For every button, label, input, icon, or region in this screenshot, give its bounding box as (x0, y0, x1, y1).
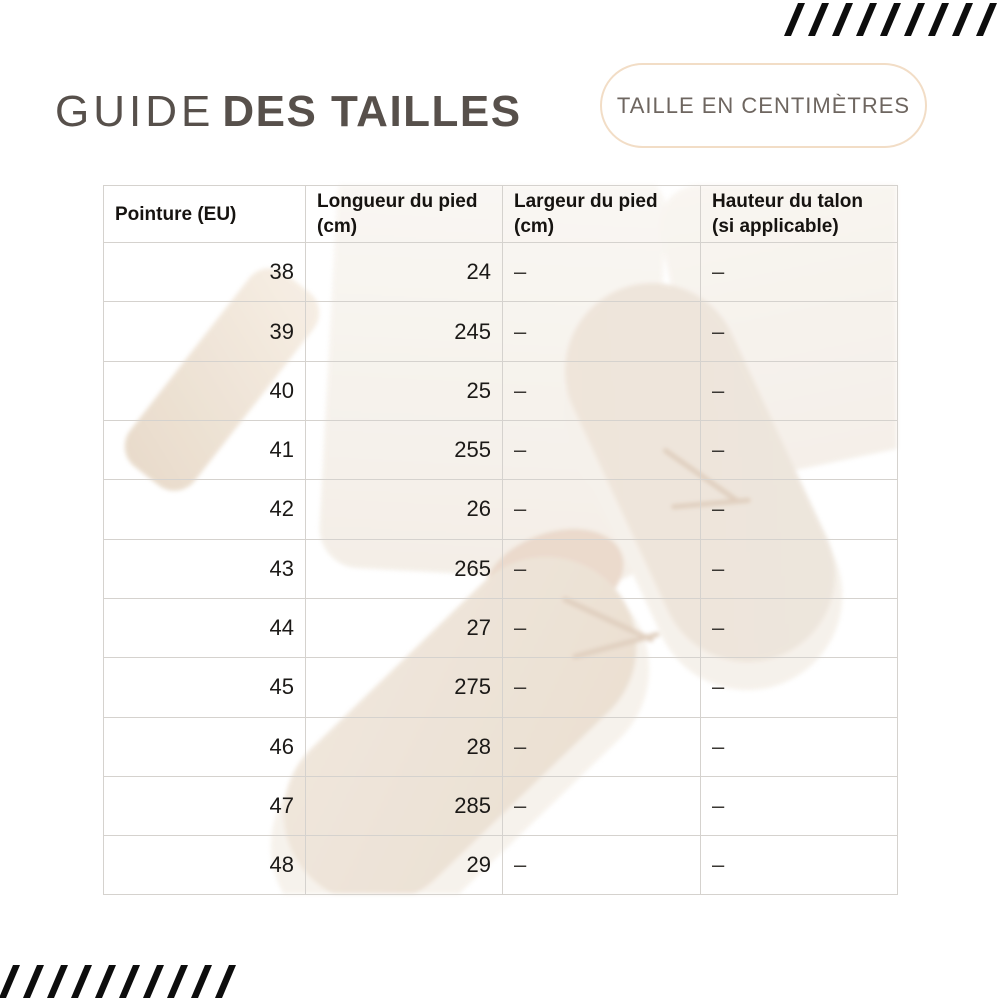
cell-longueur: 265 (306, 539, 503, 598)
size-table (103, 185, 898, 895)
cell-pointure: 40 (104, 361, 306, 420)
table-row (104, 361, 898, 420)
cell-hauteur: – (701, 776, 898, 835)
cell-pointure: 38 (104, 243, 306, 302)
cell-longueur: 285 (306, 776, 503, 835)
slash-mark-icon (215, 965, 236, 998)
cell-largeur: – (503, 539, 701, 598)
cell-pointure: 44 (104, 598, 306, 657)
table-row (104, 302, 898, 361)
cell-largeur: – (503, 361, 701, 420)
unit-badge (600, 63, 927, 148)
cell-largeur: – (503, 658, 701, 717)
cell-hauteur: – (701, 836, 898, 895)
title-word-bold: DES TAILLES (222, 87, 522, 136)
slash-mark-icon (856, 3, 877, 36)
cell-longueur: 275 (306, 658, 503, 717)
cell-hauteur: – (701, 539, 898, 598)
cell-pointure: 48 (104, 836, 306, 895)
diagonal-stripes-top-right-icon (791, 3, 1000, 36)
cell-largeur: – (503, 243, 701, 302)
slash-mark-icon (167, 965, 188, 998)
cell-pointure: 41 (104, 421, 306, 480)
slash-mark-icon (808, 3, 829, 36)
col-header-longueur: Longueur du pied (cm) (306, 186, 503, 243)
col-header-largeur: Largeur du pied (cm) (503, 186, 701, 243)
cell-hauteur: – (701, 361, 898, 420)
cell-largeur: – (503, 836, 701, 895)
cell-longueur: 29 (306, 836, 503, 895)
slash-mark-icon (95, 965, 116, 998)
table-row (104, 836, 898, 895)
cell-hauteur: – (701, 243, 898, 302)
cell-largeur: – (503, 717, 701, 776)
col-header-pointure: Pointure (EU) (104, 186, 306, 243)
cell-longueur: 24 (306, 243, 503, 302)
slash-mark-icon (0, 965, 20, 998)
cell-largeur: – (503, 302, 701, 361)
table-row (104, 480, 898, 539)
cell-largeur: – (503, 421, 701, 480)
cell-longueur: 28 (306, 717, 503, 776)
cell-pointure: 45 (104, 658, 306, 717)
col-header-hauteur: Hauteur du talon (si applicable) (701, 186, 898, 243)
cell-longueur: 27 (306, 598, 503, 657)
table-row (104, 539, 898, 598)
slash-mark-icon (784, 3, 805, 36)
cell-longueur: 245 (306, 302, 503, 361)
cell-largeur: – (503, 480, 701, 539)
cell-longueur: 255 (306, 421, 503, 480)
page-title (55, 87, 522, 136)
cell-largeur: – (503, 598, 701, 657)
cell-hauteur: – (701, 658, 898, 717)
table-row (104, 776, 898, 835)
slash-mark-icon (904, 3, 925, 36)
cell-hauteur: – (701, 421, 898, 480)
table-row (104, 243, 898, 302)
cell-pointure: 39 (104, 302, 306, 361)
slash-mark-icon (928, 3, 949, 36)
slash-mark-icon (71, 965, 92, 998)
table-row (104, 717, 898, 776)
table-row (104, 658, 898, 717)
cell-longueur: 25 (306, 361, 503, 420)
cell-pointure: 47 (104, 776, 306, 835)
table-row (104, 598, 898, 657)
slash-mark-icon (23, 965, 44, 998)
slash-mark-icon (880, 3, 901, 36)
slash-mark-icon (832, 3, 853, 36)
slash-mark-icon (47, 965, 68, 998)
cell-hauteur: – (701, 717, 898, 776)
table-row (104, 421, 898, 480)
cell-largeur: – (503, 776, 701, 835)
cell-longueur: 26 (306, 480, 503, 539)
cell-hauteur: – (701, 598, 898, 657)
slash-mark-icon (976, 3, 997, 36)
diagonal-stripes-bottom-left-icon (6, 965, 229, 998)
cell-hauteur: – (701, 480, 898, 539)
slash-mark-icon (119, 965, 140, 998)
cell-pointure: 42 (104, 480, 306, 539)
cell-pointure: 43 (104, 539, 306, 598)
slash-mark-icon (143, 965, 164, 998)
unit-badge-label: TAILLE EN CENTIMÈTRES (616, 92, 911, 118)
title-word-light: GUIDE (55, 87, 215, 136)
cell-pointure: 46 (104, 717, 306, 776)
table-header-row (104, 186, 898, 243)
slash-mark-icon (952, 3, 973, 36)
cell-hauteur: – (701, 302, 898, 361)
slash-mark-icon (191, 965, 212, 998)
